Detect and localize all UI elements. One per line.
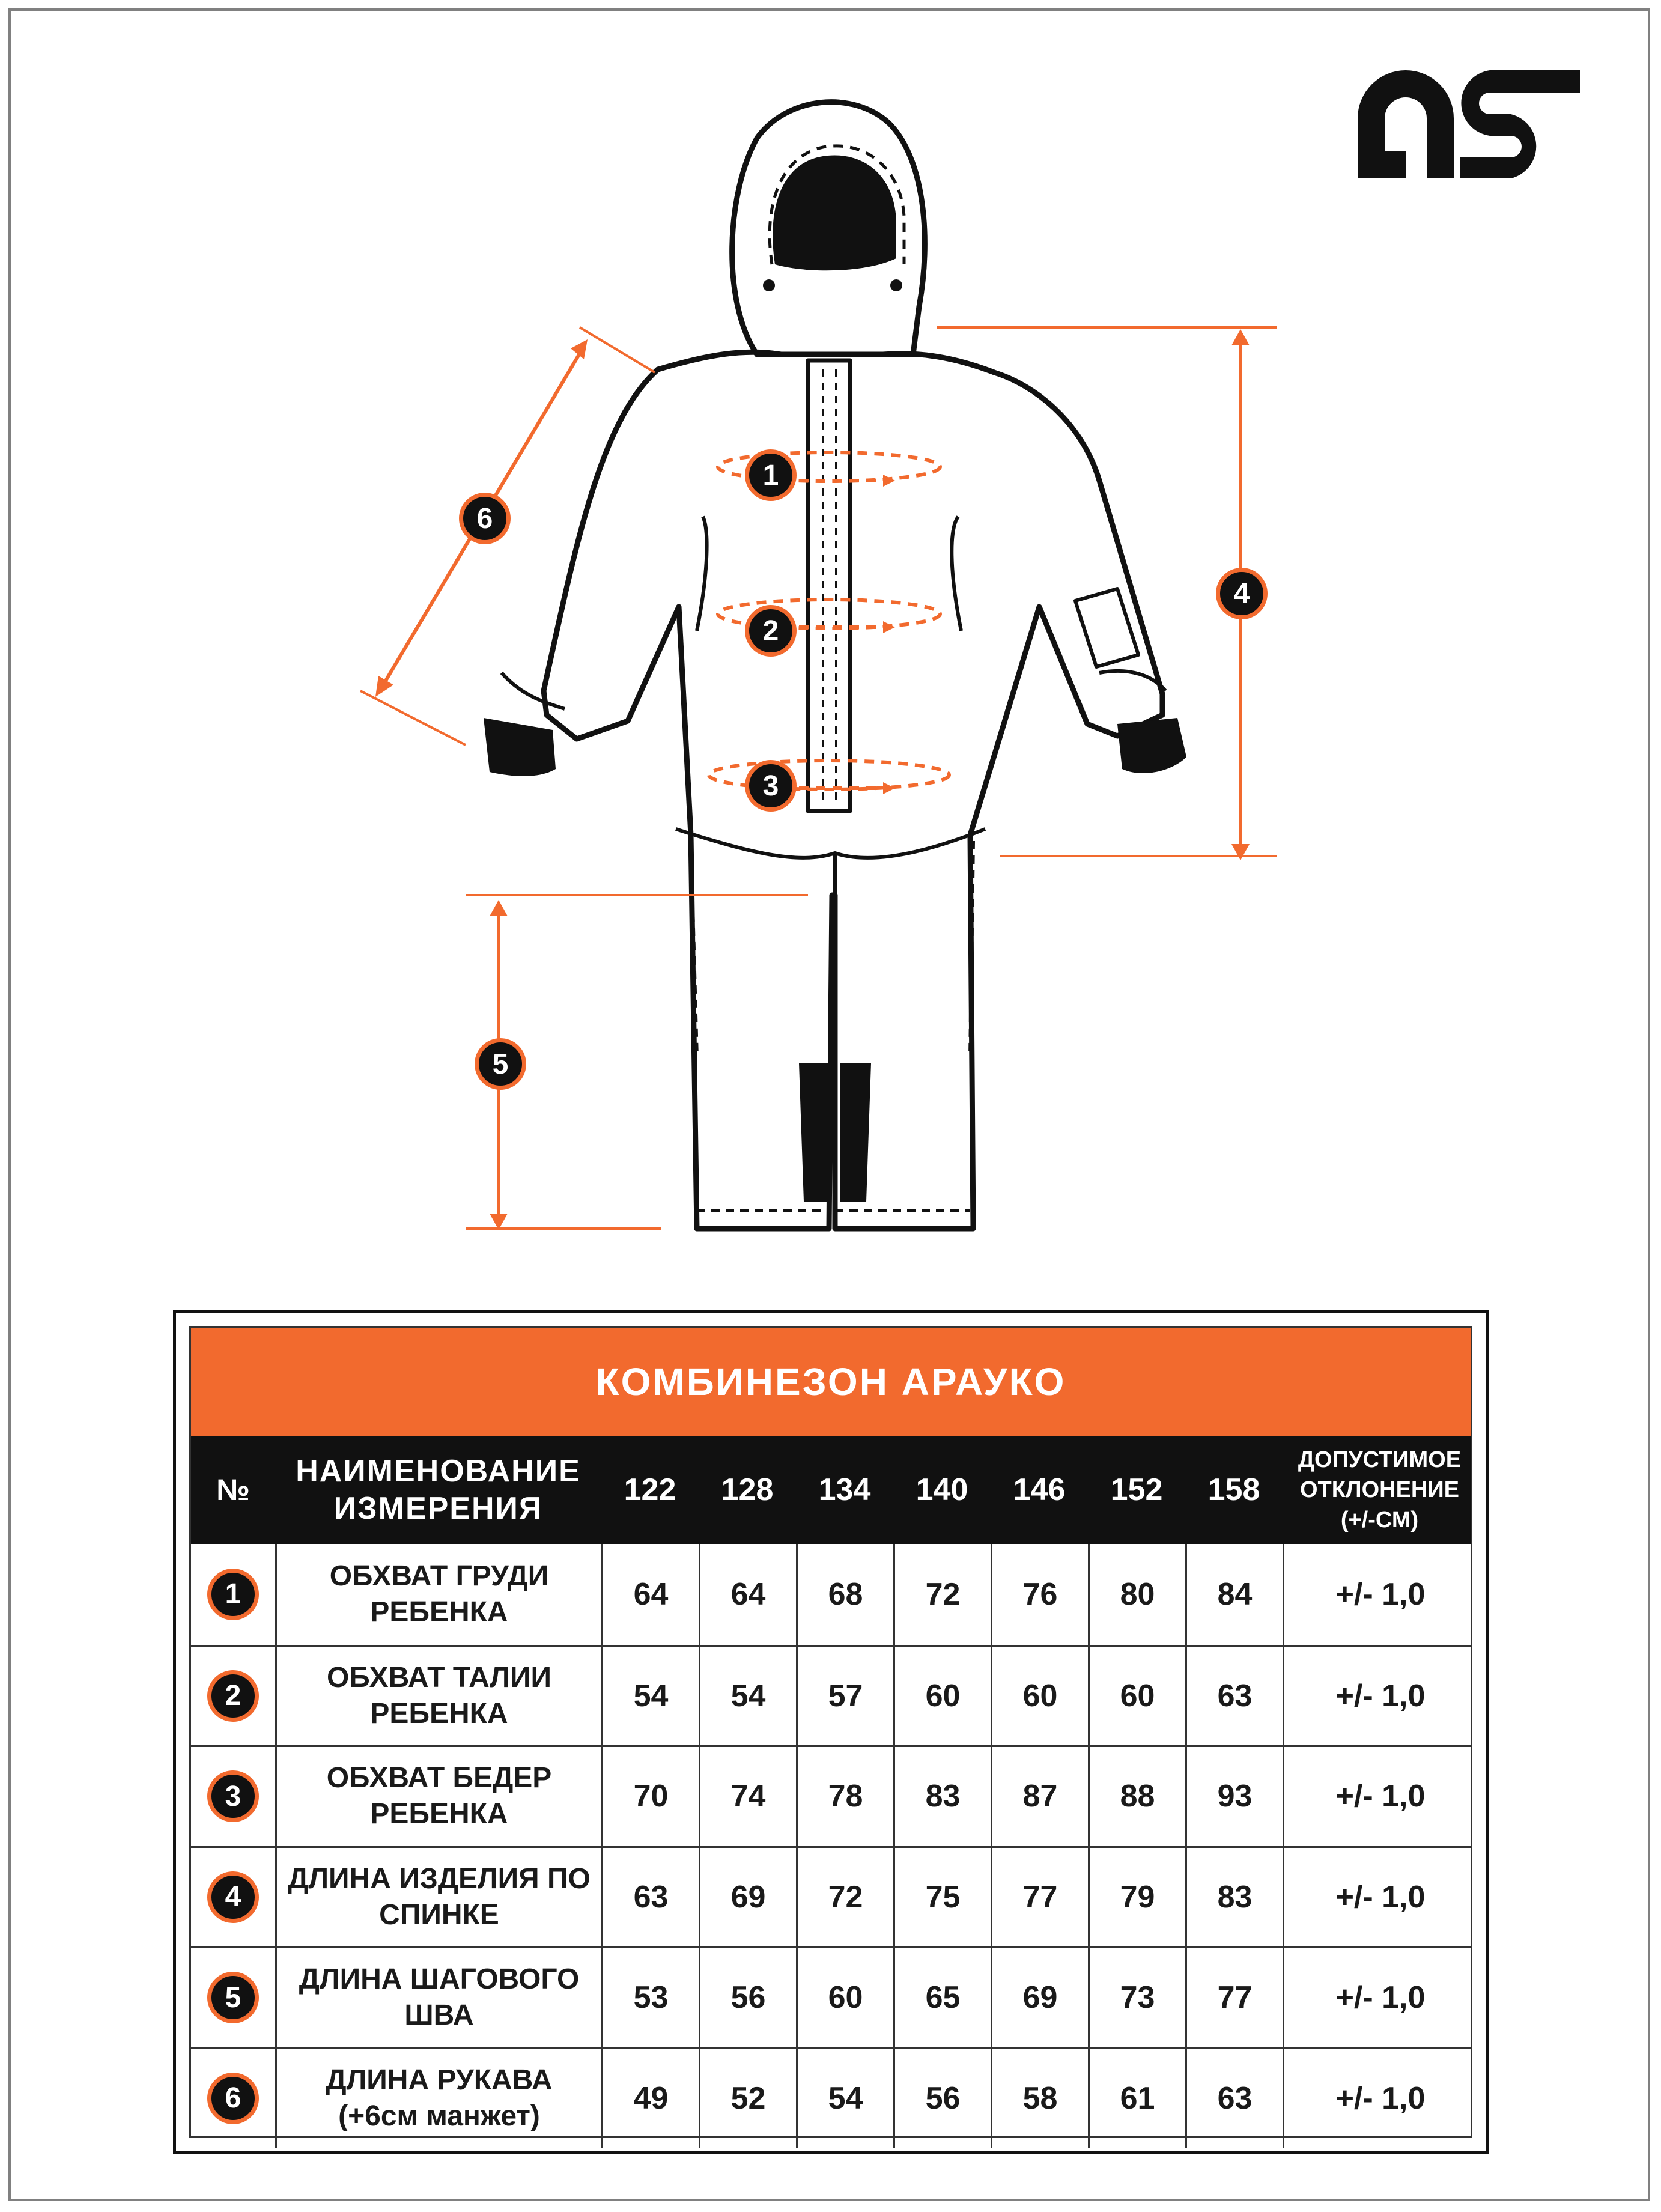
- measurement-name-line1: ОБХВАТ ТАЛИИ: [326, 1661, 552, 1694]
- size-value: 64: [699, 1544, 796, 1645]
- marker-badge: 5: [475, 1038, 526, 1090]
- size-value: 83: [893, 1747, 991, 1846]
- size-value: 65: [893, 1948, 991, 2047]
- size-value: 54: [699, 1647, 796, 1746]
- row-num-badge: 6: [207, 2073, 259, 2124]
- marker-6: [459, 493, 511, 544]
- size-value: 69: [991, 1948, 1088, 2047]
- size-value: 93: [1185, 1747, 1283, 1846]
- row-num-cell: [191, 1848, 275, 1947]
- size-value: 60: [1088, 1647, 1185, 1746]
- header-tol-line1: ДОПУСТИМОЕ: [1298, 1447, 1462, 1472]
- row-num-cell: [191, 2049, 275, 2148]
- size-value: 63: [1185, 2049, 1283, 2148]
- row-num-badge: 5: [207, 1972, 259, 2023]
- size-value: 70: [601, 1747, 699, 1846]
- header-tol-line2: ОТКЛОНЕНИЕ: [1299, 1477, 1460, 1503]
- size-value: 49: [601, 2049, 699, 2148]
- size-value: 56: [893, 2049, 991, 2148]
- row-num-cell: [191, 1647, 275, 1746]
- measurement-name: [275, 1544, 601, 1645]
- size-value: 57: [796, 1647, 893, 1746]
- header-name: [275, 1436, 601, 1544]
- tolerance-value: +/- 1,0: [1283, 1647, 1477, 1746]
- measurement-name: [275, 1848, 601, 1947]
- size-value: 77: [991, 1848, 1088, 1947]
- size-value: 61: [1088, 2049, 1185, 2148]
- header-size: 152: [1110, 1472, 1163, 1507]
- header-size: 122: [624, 1472, 676, 1507]
- table-row: [191, 2047, 1471, 2148]
- side-panel-right: [952, 517, 961, 631]
- header-size: 128: [721, 1472, 774, 1507]
- header-tolerance: [1283, 1436, 1477, 1544]
- jumpsuit-outline: [502, 102, 1165, 1229]
- marker-2: [745, 605, 797, 657]
- size-value: 87: [991, 1747, 1088, 1846]
- tolerance-value: +/- 1,0: [1283, 2049, 1477, 2148]
- size-value: 69: [699, 1848, 796, 1947]
- marker-3: [745, 760, 797, 812]
- measurement-name-line1: ОБХВАТ ГРУДИ: [329, 1560, 549, 1592]
- row-num-badge: 1: [207, 1569, 259, 1620]
- measurement-name-line1: ОБХВАТ БЕДЕР: [326, 1762, 552, 1794]
- size-value: 76: [991, 1544, 1088, 1645]
- measurement-name: [275, 1647, 601, 1746]
- row-num-cell: [191, 1747, 275, 1846]
- measurement-name: [275, 1948, 601, 2047]
- tolerance-value: +/- 1,0: [1283, 1544, 1477, 1645]
- glove-left: [484, 718, 556, 776]
- size-value: 83: [1185, 1848, 1283, 1947]
- table-row: [191, 1946, 1471, 2047]
- measurement-name: [275, 2049, 601, 2148]
- size-value: 54: [601, 1647, 699, 1746]
- size-value: 60: [796, 1948, 893, 2047]
- tolerance-value: +/- 1,0: [1283, 1747, 1477, 1846]
- torso-hem: [676, 829, 985, 858]
- leg-patch-right: [840, 1063, 871, 1202]
- table-header: [191, 1436, 1471, 1544]
- marker-1: [745, 449, 797, 501]
- marker-5: [475, 1038, 526, 1090]
- row-num-badge: 4: [207, 1871, 259, 1923]
- size-value: 63: [1185, 1647, 1283, 1746]
- marker-badge: 2: [745, 605, 797, 657]
- measurement-name-line2: РЕБЕНКА: [370, 1697, 508, 1730]
- header-size: 140: [916, 1472, 968, 1507]
- header-name-line2: ИЗМЕРЕНИЯ: [333, 1491, 543, 1526]
- size-table: [189, 1326, 1472, 2138]
- header-size: 134: [818, 1472, 871, 1507]
- size-value: 53: [601, 1948, 699, 2047]
- measurement-name-line2: ШВА: [404, 1999, 474, 2032]
- hood-lining: [773, 155, 896, 270]
- measurement-name-line2: РЕБЕНКА: [370, 1596, 508, 1628]
- table-row: [191, 1645, 1471, 1746]
- size-value: 60: [893, 1647, 991, 1746]
- header-size: 158: [1207, 1472, 1260, 1507]
- size-value: 75: [893, 1848, 991, 1947]
- hood-button-left: [763, 279, 775, 291]
- table-row: [191, 1846, 1471, 1947]
- size-value: 58: [991, 2049, 1088, 2148]
- size-value: 63: [601, 1848, 699, 1947]
- size-value: 77: [1185, 1948, 1283, 2047]
- size-value: 56: [699, 1948, 796, 2047]
- size-value: 72: [893, 1544, 991, 1645]
- row-num-cell: [191, 1544, 275, 1645]
- left-cuff-seam: [502, 673, 565, 709]
- leg-patch-left: [799, 1063, 829, 1202]
- size-value: 68: [796, 1544, 893, 1645]
- tolerance-value: +/- 1,0: [1283, 1848, 1477, 1947]
- measurement-name: [275, 1747, 601, 1846]
- zipper-stitch: [823, 369, 836, 802]
- table-title: КОМБИНЕЗОН АРАУКО: [191, 1328, 1471, 1436]
- marker-badge: 6: [459, 493, 511, 544]
- table-body: [191, 1544, 1471, 2136]
- marker-4: [1216, 568, 1268, 619]
- size-value: 84: [1185, 1544, 1283, 1645]
- header-size: 146: [1013, 1472, 1066, 1507]
- size-value: 80: [1088, 1544, 1185, 1645]
- marker-badge: 3: [745, 760, 797, 812]
- hood-button-right: [890, 279, 902, 291]
- size-value: 79: [1088, 1848, 1185, 1947]
- size-value: 64: [601, 1544, 699, 1645]
- header-name-line1: НАИМЕНОВАНИЕ: [296, 1454, 581, 1489]
- size-value: 74: [699, 1747, 796, 1846]
- table-row: [191, 1544, 1471, 1645]
- side-panel-left: [697, 517, 707, 631]
- zipper-placket: [808, 360, 850, 811]
- size-value: 52: [699, 2049, 796, 2148]
- marker-badge: 4: [1216, 568, 1268, 619]
- glove-right: [1117, 718, 1186, 773]
- row-num-badge: 2: [207, 1670, 259, 1722]
- row-num-cell: [191, 1948, 275, 2047]
- sleeve-pocket: [1075, 589, 1138, 667]
- size-value: 73: [1088, 1948, 1185, 2047]
- measurement-name-line1: ДЛИНА ИЗДЕЛИЯ ПО: [288, 1862, 591, 1895]
- size-value: 60: [991, 1647, 1088, 1746]
- measurement-name-line2: СПИНКЕ: [379, 1898, 499, 1931]
- header-num: №: [216, 1473, 250, 1507]
- size-table-frame: [173, 1310, 1489, 2154]
- size-value: 78: [796, 1747, 893, 1846]
- measurement-name-line2: РЕБЕНКА: [370, 1798, 508, 1831]
- measurement-name-line1: ДЛИНА РУКАВА: [326, 2064, 553, 2096]
- measurement-name-line2: (+6см манжет): [338, 2100, 540, 2132]
- size-value: 72: [796, 1848, 893, 1947]
- size-value: 54: [796, 2049, 893, 2148]
- table-row: [191, 1745, 1471, 1846]
- measurement-name-line1: ДЛИНА ШАГОВОГО: [299, 1963, 580, 1996]
- row-num-badge: 3: [207, 1770, 259, 1822]
- size-value: 88: [1088, 1747, 1185, 1846]
- header-tol-line3: (+/-СМ): [1340, 1507, 1419, 1533]
- tolerance-value: +/- 1,0: [1283, 1948, 1477, 2047]
- marker-badge: 1: [745, 449, 797, 501]
